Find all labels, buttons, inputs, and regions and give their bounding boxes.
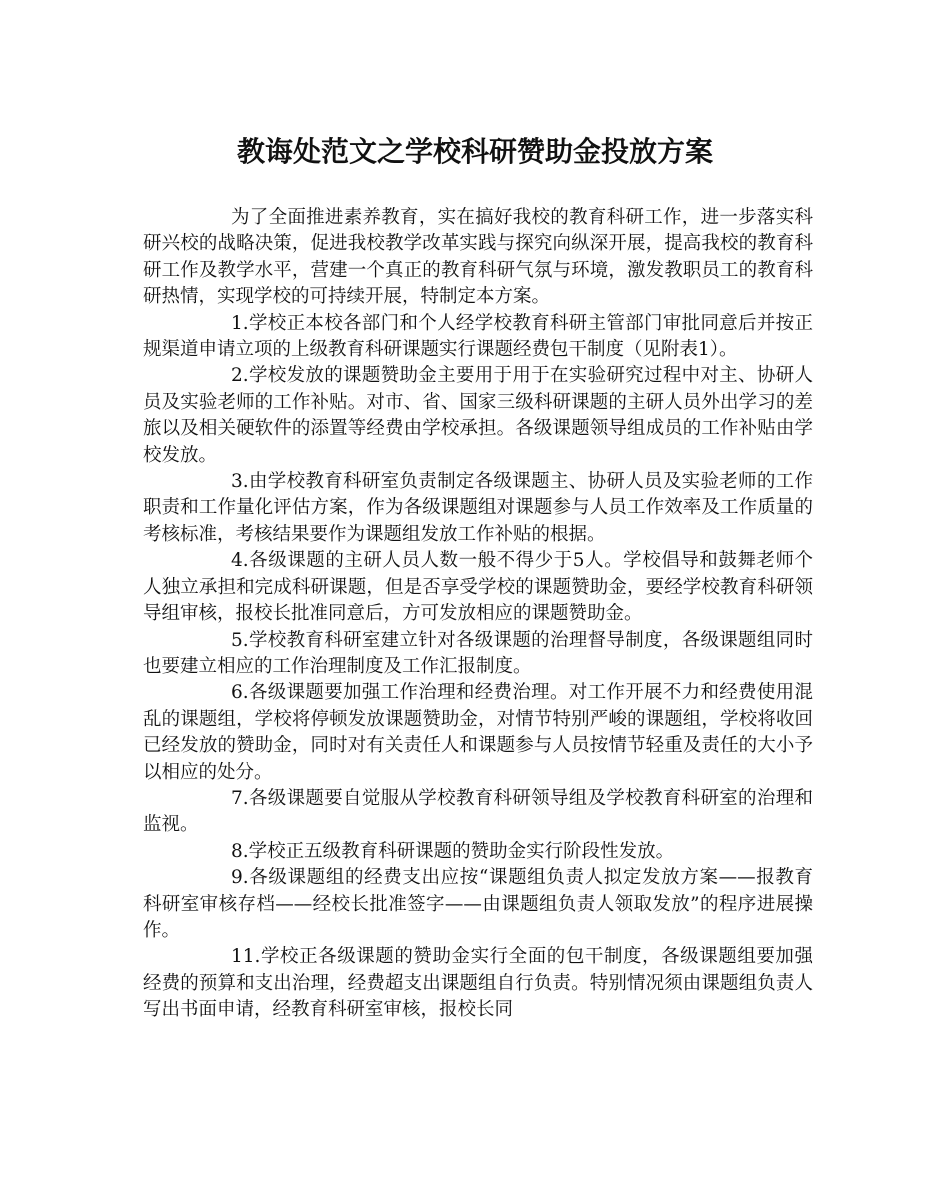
document-body bbox=[143, 205, 813, 1024]
paragraph-item-8: 8.学校正五级教育科研课题的赞助金实行阶段性发放。 bbox=[231, 840, 675, 862]
paragraph-item-5: 5.学校教育科研室建立针对各级课题的治理督导制度，各级课题组同时也要建立相应的工作治理制度及工作汇报制度。 bbox=[143, 629, 813, 677]
paragraph-item-6: 6.各级课题要加强工作治理和经费治理。对工作开展不力和经费使用混乱的课题组，学校将停顿发放课题赞助金，对情节特别严峻的课题组，学校将收回已经发放的赞助金，同时对有关责任人和课题参与人员按情节轻重及责任的大小予以相应的处分。 bbox=[143, 682, 813, 783]
paragraph-item-11: 11.学校正各级课题的赞助金实行全面的包干制度，各级课题组要加强经费的预算和支出治理，经费超支出课题组自行负责。特别情况须由课题组负责人写出书面申请，经教育科研室审核，报校长同 bbox=[143, 946, 813, 1021]
paragraph-item-7: 7.各级课题要自觉服从学校教育科研领导组及学校教育科研室的治理和监视。 bbox=[143, 787, 813, 836]
paragraph-item-1: 1.学校正本校各部门和个人经学校教育科研主管部门审批同意后并按正规渠道申请立项的上级教育科研课题实行课题经费包干制度（见附表1）。 bbox=[143, 312, 813, 361]
document-title: 教诲处范文之学校科研赞助金投放方案 bbox=[236, 135, 713, 168]
paragraph-item-3: 3.由学校教育科研室负责制定各级课题主、协研人员及实验老师的工作职责和工作量化评估方案，作为各级课题组对课题参与人员工作效率及工作质量的考核标准，考核结果要作为课题组发放工作补贴的根据。 bbox=[143, 471, 813, 545]
paragraph-item-2: 2.学校发放的课题赞助金主要用于用于在实验研究过程中对主、协研人员及实验老师的工作补贴。对市、省、国家三级科研课题的主研人员外出学习的差旅以及相关硬软件的添置等经费由学校承担。各级课题领导组成员的工作补贴由学校发放。 bbox=[143, 365, 813, 466]
paragraph-item-9: 9.各级课题组的经费支出应按“课题组负责人拟定发放方案——报教育科研室审核存档——经校长批准签字——由课题组负责人领取发放”的程序进展操作。 bbox=[143, 867, 813, 941]
paragraph-intro: 为了全面推进素养教育，实在搞好我校的教育科研工作，进一步落实科研兴校的战略决策，促进我校教学改革实践与探究向纵深开展，提高我校的教育科研工作及教学水平，营建一个真正的教育科研气氛与环境，激发教职员工的教育科研热情，实现学校的可持续开展，特制定本方案。 bbox=[143, 207, 813, 308]
paragraph-item-4: 4.各级课题的主研人员人数一般不得少于5人。学校倡导和鼓舞老师个人独立承担和完成科研课题，但是否享受学校的课题赞助金，要经学校教育科研领导组审核，报校长批准同意后，方可发放相应的课题赞助金。 bbox=[143, 550, 813, 625]
